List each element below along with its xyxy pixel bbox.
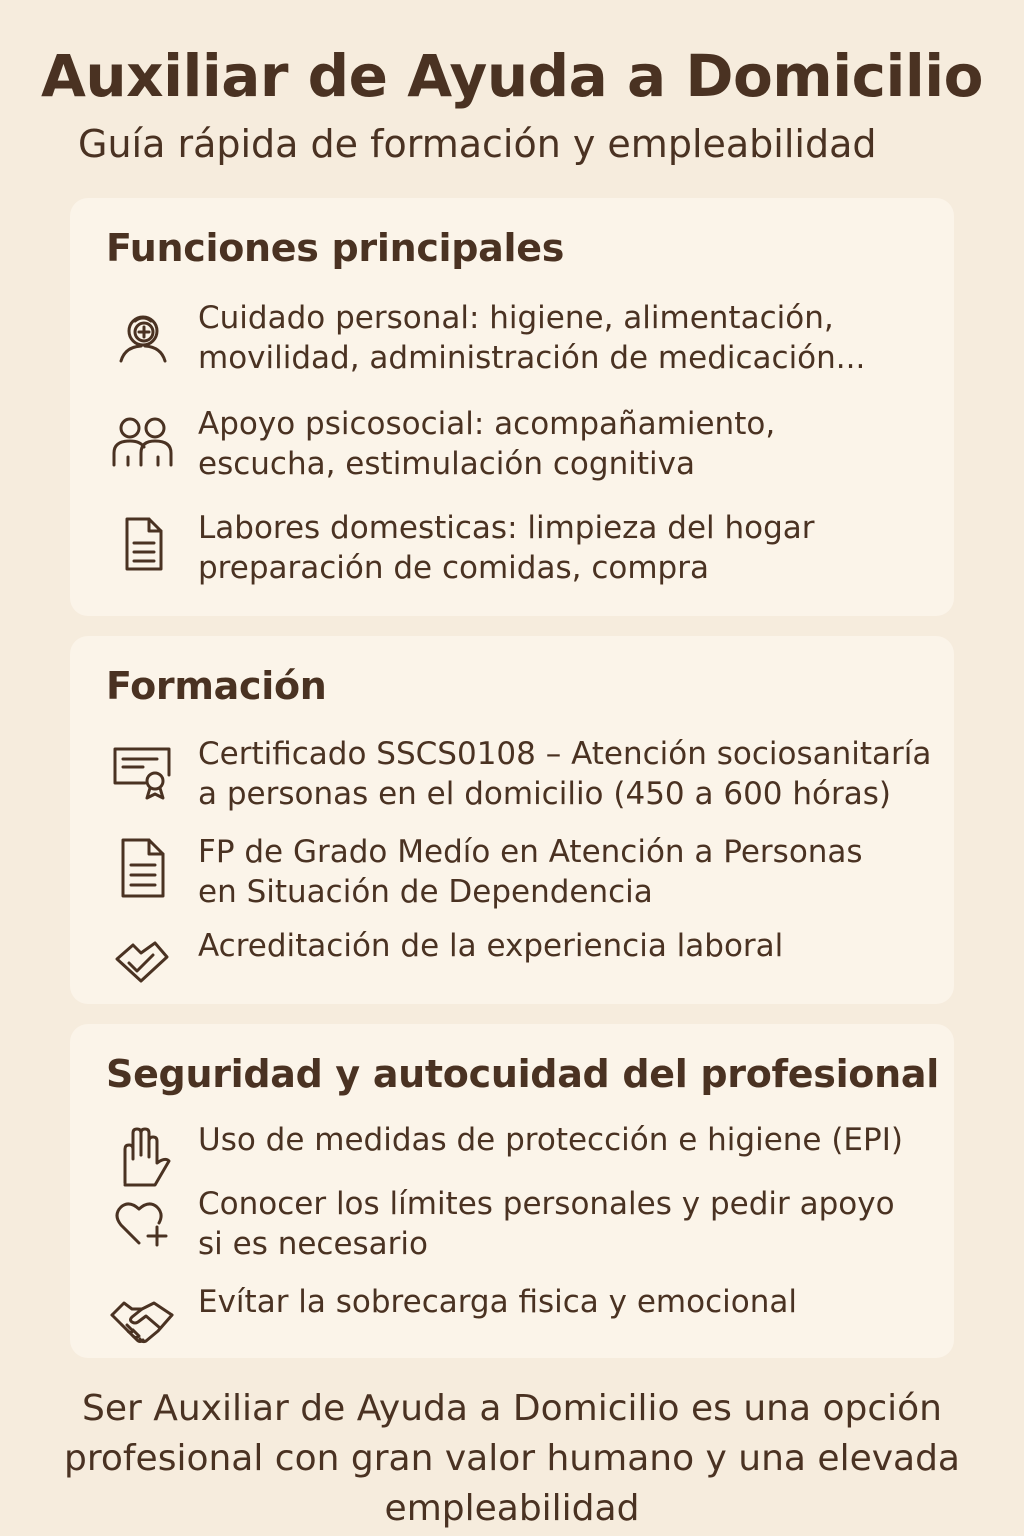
list-item — [106, 298, 865, 378]
item-line: FP de Grado Medío en Atención a Personas — [198, 834, 863, 870]
section-formacion — [70, 636, 954, 1004]
item-line: Evítar la sobrecarga fisica y emocional — [198, 1284, 797, 1320]
section-title: Funciones principales — [106, 226, 565, 270]
section-title: Formación — [106, 664, 327, 708]
closing-line: profesional con gran valor humano y una elevada — [63, 1438, 960, 1479]
item-line: Acreditación de la experiencia laboral — [198, 928, 784, 964]
list-item — [106, 1120, 903, 1192]
item-line: Apoyo psicosocial: acompañamiento, — [198, 406, 776, 442]
two-people-icon — [106, 404, 178, 476]
section-funciones — [70, 198, 954, 616]
item-line: Cuidado personal: higiene, alimentación, — [198, 300, 834, 336]
hand-icon — [106, 1120, 178, 1192]
certificate-icon — [106, 734, 178, 806]
item-line: Certificado SSCS0108 – Atención sociosanitaría — [198, 736, 932, 772]
item-line: Conocer los límites personales y pedir apoyo — [198, 1186, 895, 1222]
closing-statement — [0, 1384, 1024, 1534]
item-line: en Situación de Dependencia — [198, 874, 653, 910]
item-line: movilidad, administración de medicación... — [198, 340, 866, 376]
handshake-icon — [106, 1282, 178, 1354]
caregiver-plus-icon — [106, 298, 178, 370]
section-title: Seguridad y autocuidad del profesional — [106, 1052, 939, 1096]
list-item — [106, 832, 863, 912]
list-item — [106, 926, 783, 998]
page-title: Auxiliar de Ayuda a Domicilio — [41, 42, 983, 110]
list-item — [106, 404, 775, 484]
list-item — [106, 1184, 895, 1264]
list-item — [106, 734, 931, 814]
section-seguridad — [70, 1024, 954, 1358]
closing-line: Ser Auxiliar de Ayuda a Domicilio es una opción — [82, 1388, 942, 1429]
heart-plus-icon — [106, 1184, 178, 1256]
list-item — [106, 508, 815, 588]
item-line: Uso de medidas de protección e higiene (EPI) — [198, 1122, 903, 1158]
document-icon — [106, 508, 178, 580]
item-line: escucha, estimulación cognitiva — [198, 446, 695, 482]
item-line: a personas en el domicilio (450 a 600 hóras) — [198, 776, 891, 812]
page-subtitle: Guía rápida de formación y empleabilidad — [78, 122, 877, 166]
check-badge-icon — [106, 926, 178, 998]
list-item — [106, 1282, 797, 1354]
item-line: si es necesario — [198, 1226, 429, 1262]
closing-line: empleabilidad — [384, 1488, 640, 1529]
item-line: preparación de comidas, compra — [198, 550, 709, 586]
document-lines-icon — [106, 832, 178, 904]
item-line: Labores domesticas: limpieza del hogar — [198, 510, 815, 546]
